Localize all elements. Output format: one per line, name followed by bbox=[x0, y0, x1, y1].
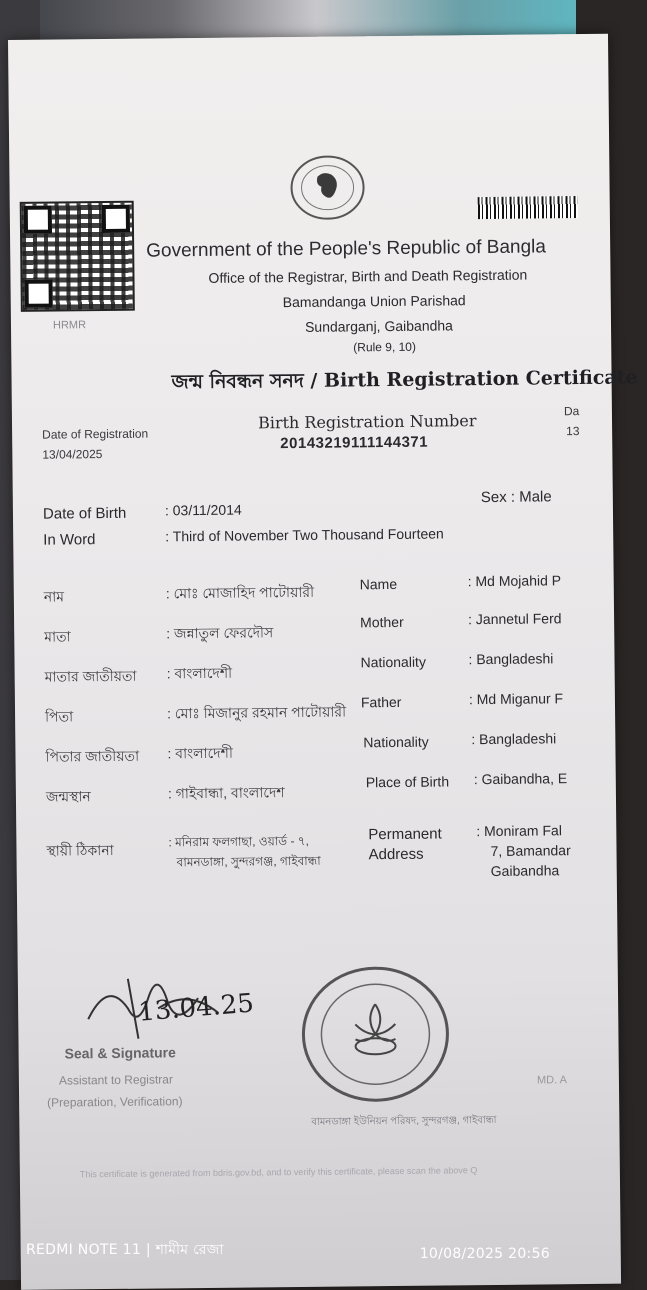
timestamp-watermark: 10/08/2025 20:56 bbox=[419, 1246, 550, 1262]
issue-date-value: 13 bbox=[566, 424, 580, 439]
bn-label: জন্মস্থান bbox=[45, 788, 91, 805]
barcode bbox=[478, 196, 578, 219]
government-title: Government of the People's Republic of Bangla bbox=[146, 236, 547, 262]
dob-label: Date of Birth bbox=[42, 504, 127, 523]
address-en-label: Permanent bbox=[368, 825, 442, 844]
address-bn-line2: বামনডাঙ্গা, সুন্দরগঞ্জ, গাইবান্ধা bbox=[176, 853, 321, 870]
qr-code bbox=[20, 201, 135, 312]
bn-label: মাতা bbox=[44, 628, 71, 645]
certificate-paper bbox=[8, 34, 638, 1290]
en-value: : Md Mojahid P bbox=[467, 572, 562, 590]
address-en-line3: Gaibandha bbox=[490, 862, 560, 879]
bn-label: পিতার জাতীয়তা bbox=[45, 747, 140, 765]
bn-label: নাম bbox=[43, 588, 65, 605]
bn-value: : গাইবান্ধা, বাংলাদেশ bbox=[167, 784, 285, 802]
union-seal-icon bbox=[300, 963, 451, 1105]
qr-finder-icon bbox=[102, 205, 130, 233]
bn-label: পিতা bbox=[45, 708, 74, 725]
en-label: Name bbox=[359, 575, 398, 593]
registration-number-label: Birth Registration Number bbox=[257, 411, 477, 433]
en-label: Nationality bbox=[360, 653, 426, 671]
registration-number: 20143219111144371 bbox=[280, 433, 429, 453]
certificate-title: জন্ম নিবন্ধন সনদ / Birth Registration Certificate bbox=[171, 366, 638, 394]
bn-label: মাতার জাতীয়তা bbox=[44, 667, 137, 685]
office-name: Office of the Registrar, Birth and Death Registration bbox=[208, 266, 528, 286]
en-value: : Md Miganur F bbox=[468, 690, 564, 708]
en-label: Place of Birth bbox=[365, 773, 450, 791]
address-en-line2: 7, Bamandar bbox=[490, 842, 571, 859]
union-name: Bamandanga Union Parishad bbox=[282, 292, 466, 311]
address-en-label2: Address bbox=[368, 845, 424, 864]
sex-field: Sex : Male bbox=[480, 488, 552, 507]
assistant-registrar-label: Assistant to Registrar bbox=[58, 1072, 174, 1088]
en-value: : Gaibandha, E bbox=[473, 770, 568, 788]
en-label: Mother bbox=[360, 613, 404, 631]
right-signatory-name: MD. A bbox=[536, 1074, 567, 1087]
en-label: Father bbox=[360, 693, 402, 711]
bn-value: : মোঃ মিজানুর রহমান পাটোয়ারী bbox=[166, 703, 347, 722]
verification-notice: This certificate is generated from bdris.gov.bd, and to verify this certificate, please scan the above Q bbox=[79, 1165, 478, 1180]
registration-date-label: Date of Registration bbox=[42, 426, 149, 442]
en-value: : Jannetul Ferd bbox=[468, 610, 562, 628]
address-bn-line1: : মনিরাম ফলগাছা, ওয়ার্ড - ৭, bbox=[168, 833, 309, 850]
seal-text: বামনডাঙ্গা ইউনিয়ন পরিষদ, সুন্দরগঞ্জ, গাইবান্ধা bbox=[311, 1114, 497, 1128]
seal-signature-label: Seal & Signature bbox=[64, 1044, 176, 1062]
handwritten-date: 13.04.25 bbox=[137, 988, 255, 1028]
bn-value: : মোঃ মোজাহিদ পাটোয়ারী bbox=[165, 583, 315, 602]
registration-date-value: 13/04/2025 bbox=[42, 447, 103, 462]
en-value: : Bangladeshi bbox=[471, 730, 557, 748]
en-value: : Bangladeshi bbox=[468, 650, 554, 668]
bn-value: : বাংলাদেশী bbox=[167, 744, 233, 762]
rule-ref: (Rule 9, 10) bbox=[353, 339, 417, 355]
qr-finder-icon bbox=[25, 280, 53, 308]
verification-label: (Preparation, Verification) bbox=[47, 1094, 183, 1110]
device-watermark: REDMI NOTE 11 | শামীম রেজা bbox=[26, 1242, 224, 1258]
en-label: Nationality bbox=[363, 733, 429, 751]
in-word-label: In Word bbox=[43, 531, 96, 549]
location: Sundarganj, Gaibandha bbox=[304, 317, 454, 335]
address-bn-label: স্থায়ী ঠিকানা bbox=[46, 841, 114, 859]
address-en-line1: : Moniram Fal bbox=[476, 822, 562, 840]
government-emblem-icon bbox=[289, 154, 366, 221]
bn-value: : জন্নাতুল ফেরদৌস bbox=[166, 624, 274, 642]
qr-label: HRMR bbox=[52, 319, 87, 332]
bn-value: : বাংলাদেশী bbox=[166, 664, 233, 682]
issue-date-label: Da bbox=[563, 404, 580, 419]
qr-finder-icon bbox=[24, 206, 52, 234]
dob-value: : 03/11/2014 bbox=[164, 501, 242, 519]
in-word-value: : Third of November Two Thousand Fourteen bbox=[165, 525, 444, 545]
